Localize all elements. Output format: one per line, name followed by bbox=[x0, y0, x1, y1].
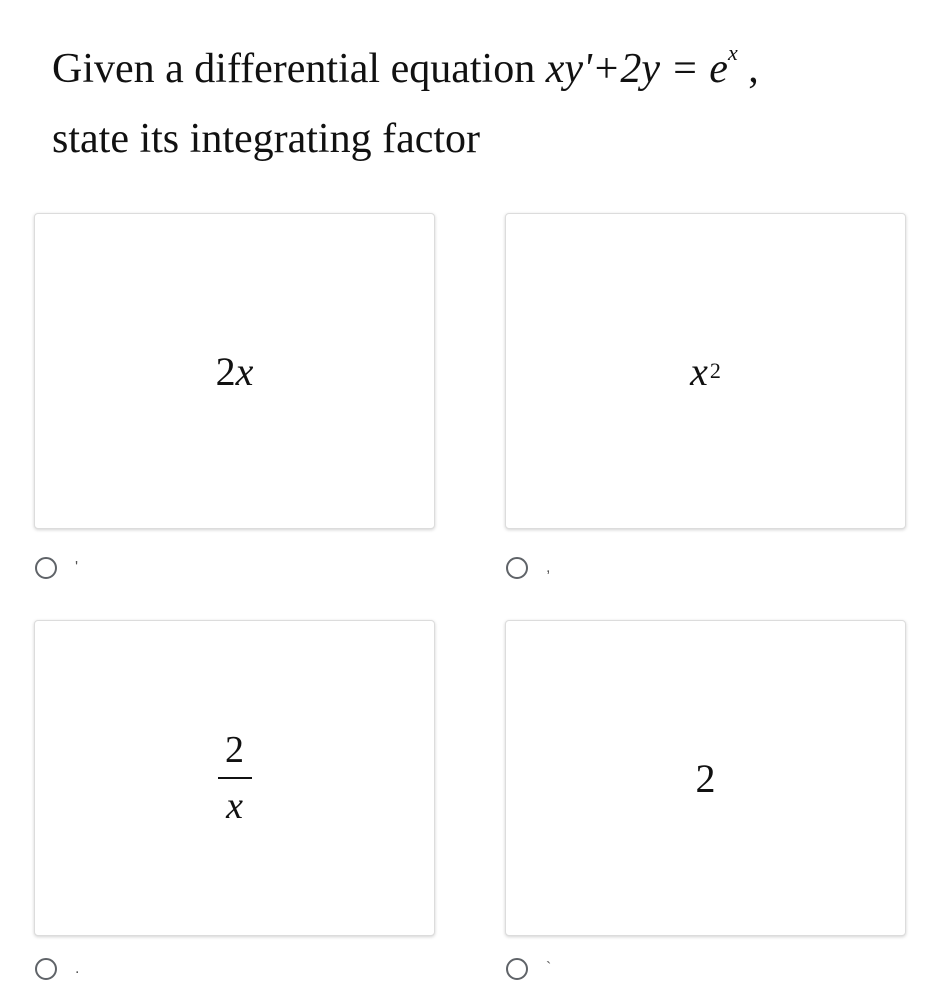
option-a-radio-row[interactable] bbox=[35, 557, 78, 579]
equation-comma: , bbox=[748, 46, 759, 92]
question-prefix: Given a differential equation bbox=[52, 46, 536, 92]
option-card-c[interactable] bbox=[34, 620, 435, 936]
option-b-radio[interactable] bbox=[506, 557, 528, 579]
option-d-value: 2 bbox=[695, 755, 716, 801]
option-c-fraction bbox=[218, 729, 252, 827]
option-c-content bbox=[35, 621, 434, 935]
option-b-var: x bbox=[690, 348, 708, 394]
option-c-numerator: 2 bbox=[225, 729, 244, 771]
equation bbox=[545, 40, 749, 92]
option-c-denominator: x bbox=[226, 785, 243, 827]
equation-main: xy'+2y = e bbox=[545, 46, 728, 92]
option-card-b[interactable] bbox=[505, 213, 906, 529]
option-c-mark: . bbox=[75, 960, 80, 977]
option-d-radio[interactable] bbox=[506, 958, 528, 980]
option-d-mark: ` bbox=[546, 960, 552, 977]
option-b-radio-row[interactable] bbox=[506, 557, 550, 579]
option-card-d[interactable] bbox=[505, 620, 906, 936]
question-text bbox=[52, 34, 912, 174]
option-d-content bbox=[506, 621, 905, 935]
option-a-mark: ' bbox=[75, 559, 79, 576]
option-c-radio[interactable] bbox=[35, 958, 57, 980]
option-b-content: x 2 bbox=[690, 348, 721, 394]
option-d-radio-row[interactable] bbox=[506, 958, 551, 980]
option-a-coef: 2 bbox=[215, 348, 236, 394]
option-a-radio[interactable] bbox=[35, 557, 57, 579]
option-c-radio-row[interactable] bbox=[35, 958, 79, 980]
question-line-1 bbox=[52, 34, 912, 104]
equation-exponent: x bbox=[727, 40, 738, 65]
option-a-content bbox=[35, 214, 434, 528]
option-card-a[interactable] bbox=[34, 213, 435, 529]
option-b-mark: , bbox=[546, 559, 551, 576]
question-line-2: state its integrating factor bbox=[52, 116, 481, 162]
option-a-var: x bbox=[235, 348, 254, 394]
